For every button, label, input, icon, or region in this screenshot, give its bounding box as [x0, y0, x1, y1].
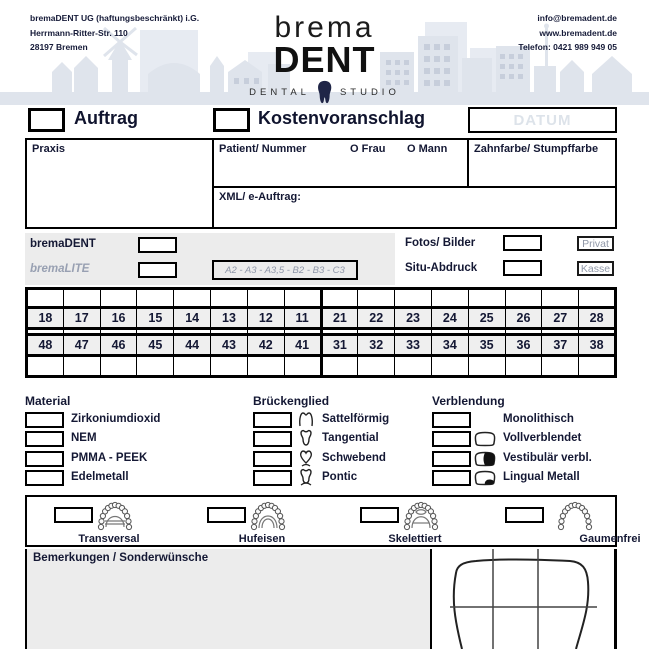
auftrag-label: Auftrag: [74, 108, 138, 128]
heart-tooth-icon: [298, 448, 314, 468]
frau-radio-label[interactable]: O Frau: [350, 143, 386, 155]
crown-outline-icon: [474, 431, 496, 447]
patient-number-field[interactable]: [212, 138, 469, 188]
tooth-entry-cell[interactable]: [431, 289, 468, 308]
transversal-label: Transversal: [78, 533, 140, 545]
tooth-number: 46: [100, 335, 137, 356]
zirkoniumdioxid-label: Zirkoniumdioxid: [71, 413, 161, 425]
pmma-peek-label: PMMA - PEEK: [71, 452, 148, 464]
contact-website: www.bremadent.de: [539, 27, 617, 38]
tooth-entry-cell[interactable]: [137, 289, 174, 308]
saddle-icon: [298, 410, 314, 428]
bremadent-logo: [249, 13, 400, 104]
xml-eauftrag-label: XML/ e-Auftrag:: [219, 191, 301, 203]
tooth-entry-cell[interactable]: [211, 356, 248, 377]
hufeisen-checkbox[interactable]: [207, 507, 246, 523]
nem-label: NEM: [71, 432, 97, 444]
sattelfoermig-checkbox[interactable]: [253, 412, 292, 428]
vestibulaer-checkbox[interactable]: [432, 451, 471, 467]
privat-option[interactable]: Privat: [577, 236, 614, 251]
transversal-checkbox[interactable]: [54, 507, 93, 523]
brueckenglied-title: Brückenglied: [253, 394, 330, 408]
monolithisch-checkbox[interactable]: [432, 412, 471, 428]
tooth-number: 41: [284, 335, 321, 356]
tooth-number: 17: [63, 308, 100, 329]
schwebend-checkbox[interactable]: [253, 451, 292, 467]
tangential-checkbox[interactable]: [253, 431, 292, 447]
tooth-number: 36: [505, 335, 542, 356]
tooth-number: 32: [358, 335, 395, 356]
tooth-entry-cell[interactable]: [247, 356, 284, 377]
zahnfarbe-label: Zahnfarbe/ Stumpffarbe: [474, 143, 599, 155]
tooth-entry-cell[interactable]: [505, 356, 542, 377]
vollverblendet-checkbox[interactable]: [432, 431, 471, 447]
tooth-chart: [25, 287, 617, 378]
vestibulaer-label: Vestibulär verbl.: [503, 452, 592, 464]
tooth-entry-cell[interactable]: [284, 356, 321, 377]
edelmetall-label: Edelmetall: [71, 471, 129, 483]
tooth-entry-cell[interactable]: [321, 356, 358, 377]
arch-palatefree-icon: [557, 501, 593, 531]
tooth-entry-cell[interactable]: [358, 356, 395, 377]
tooth-number: 37: [542, 335, 579, 356]
contact-phone: Telefon: 0421 989 949 05: [518, 42, 617, 52]
tooth-number: 35: [468, 335, 505, 356]
bremadent-label: bremaDENT: [30, 238, 96, 250]
sattelfoermig-label: Sattelförmig: [322, 413, 390, 425]
tooth-number: 44: [174, 335, 211, 356]
tooth-entry-cell[interactable]: [431, 356, 468, 377]
fotos-bilder-label: Fotos/ Bilder: [405, 237, 476, 249]
tooth-entry-cell[interactable]: [27, 289, 64, 308]
tooth-entry-cell[interactable]: [247, 289, 284, 308]
tooth-number: 11: [284, 308, 321, 329]
tooth-entry-cell[interactable]: [100, 289, 137, 308]
company-contact: [518, 11, 617, 55]
gaumenfrei-checkbox[interactable]: [505, 507, 544, 523]
skelettiert-checkbox[interactable]: [360, 507, 399, 523]
zahnfarbe-field[interactable]: [467, 138, 617, 188]
address-line: bremaDENT UG (haftungsbeschränkt) i.G.: [30, 13, 200, 23]
tooth-number: 43: [211, 335, 248, 356]
hufeisen-label: Hufeisen: [238, 533, 286, 545]
bemerkungen-label: Bemerkungen / Sonderwünsche: [33, 552, 209, 564]
nem-checkbox[interactable]: [25, 431, 64, 447]
tooth-number: 42: [247, 335, 284, 356]
tooth-entry-cell[interactable]: [100, 356, 137, 377]
tooth-entry-cell[interactable]: [174, 356, 211, 377]
tooth-entry-cell[interactable]: [211, 289, 248, 308]
skelettiert-label: Skelettiert: [388, 533, 442, 545]
tooth-entry-cell[interactable]: [321, 289, 358, 308]
shade-guide-field[interactable]: A2 - A3 - A3,5 - B2 - B3 - C3: [212, 260, 358, 280]
xml-eauftrag-field[interactable]: [212, 186, 617, 229]
tooth-entry-cell[interactable]: [137, 356, 174, 377]
tooth-number: 38: [579, 335, 616, 356]
tooth-number: 12: [247, 308, 284, 329]
tooth-sketch-canvas[interactable]: [430, 549, 617, 649]
contact-email: info@bremadent.de: [537, 13, 617, 23]
tooth-number: 25: [468, 308, 505, 329]
lower-teeth-numbers: [27, 335, 616, 356]
tangential-label: Tangential: [322, 432, 379, 444]
tooth-number: 24: [431, 308, 468, 329]
situ-abdruck-checkbox[interactable]: [503, 260, 542, 276]
tooth-entry-cell[interactable]: [174, 289, 211, 308]
bremalite-checkbox[interactable]: [138, 262, 177, 278]
tooth-outline-icon: [298, 429, 314, 447]
tooth-number: 48: [27, 335, 64, 356]
tooth-entry-cell[interactable]: [468, 356, 505, 377]
logo-sub-studio: STUDIO: [339, 86, 400, 98]
praxis-field[interactable]: [25, 138, 214, 229]
tooth-entry-cell[interactable]: [395, 356, 432, 377]
arch-transversal-icon: [97, 501, 133, 531]
address-line: Herrmann-Ritter-Str. 110: [30, 27, 128, 38]
crown-lingual-filled-icon: [474, 470, 496, 486]
gaumenfrei-label: Gaumenfrei: [579, 533, 641, 545]
tooth-entry-cell[interactable]: [579, 356, 616, 377]
vollverblendet-label: Vollverblendet: [503, 432, 582, 444]
upper-entry-row: [27, 289, 616, 308]
tooth-entry-cell[interactable]: [27, 356, 64, 377]
tooth-number: 31: [321, 335, 358, 356]
logo-text-brema: brema: [274, 11, 375, 44]
kasse-option[interactable]: Kasse: [577, 261, 614, 276]
pontic-label: Pontic: [322, 471, 358, 483]
patient-number-label: Patient/ Nummer: [219, 143, 307, 155]
monolithisch-label: Monolithisch: [503, 413, 574, 425]
zirkoniumdioxid-checkbox[interactable]: [25, 412, 64, 428]
tooth-number: 45: [137, 335, 174, 356]
tooth-sketch-drawing: [432, 549, 614, 649]
kostenvoranschlag-label: Kostenvoranschlag: [258, 108, 426, 128]
datum-field[interactable]: DATUM: [468, 107, 617, 133]
fotos-bilder-checkbox[interactable]: [503, 235, 542, 251]
tooth-number: 14: [174, 308, 211, 329]
verblendung-title: Verblendung: [432, 394, 505, 408]
bremadent-checkbox[interactable]: [138, 237, 177, 253]
upper-teeth-numbers: [27, 308, 616, 329]
tooth-number: 13: [211, 308, 248, 329]
arch-horseshoe-icon: [250, 501, 286, 531]
bemerkungen-field[interactable]: [25, 549, 430, 649]
lingual-metall-label: Lingual Metall: [503, 471, 580, 483]
address-line: 28197 Bremen: [30, 42, 88, 52]
prothese-box: [25, 495, 641, 547]
schwebend-label: Schwebend: [322, 452, 386, 464]
tooth-entry-cell[interactable]: [63, 289, 100, 308]
lingual-metall-checkbox[interactable]: [432, 470, 471, 486]
tooth-number: 15: [137, 308, 174, 329]
tooth-icon: [317, 80, 333, 104]
lower-entry-row: [27, 356, 616, 377]
pontic-tooth-icon: [298, 467, 314, 487]
arch-skeleton-icon: [403, 501, 439, 531]
tooth-number: 28: [579, 308, 616, 329]
tooth-entry-cell[interactable]: [542, 289, 579, 308]
tooth-number: 21: [321, 308, 358, 329]
praxis-label: Praxis: [32, 143, 66, 155]
logo-sub-dental: DENTAL: [249, 86, 310, 98]
tooth-entry-cell[interactable]: [505, 289, 542, 308]
tooth-number: 18: [27, 308, 64, 329]
auftrag-checkbox[interactable]: [28, 108, 65, 132]
situ-abdruck-label: Situ-Abdruck: [405, 262, 478, 274]
tooth-number: 26: [505, 308, 542, 329]
bremalite-label: bremaLITE: [30, 263, 90, 275]
company-address: [30, 11, 199, 55]
tooth-number: 34: [431, 335, 468, 356]
kostenvoranschlag-checkbox[interactable]: [213, 108, 250, 132]
tooth-entry-cell[interactable]: [358, 289, 395, 308]
tooth-entry-cell[interactable]: [284, 289, 321, 308]
mann-radio-label[interactable]: O Mann: [407, 143, 448, 155]
material-title: Material: [25, 394, 71, 408]
tooth-entry-cell[interactable]: [542, 356, 579, 377]
pontic-checkbox[interactable]: [253, 470, 292, 486]
tooth-number: 33: [395, 335, 432, 356]
edelmetall-checkbox[interactable]: [25, 470, 64, 486]
tooth-number: 22: [358, 308, 395, 329]
tooth-entry-cell[interactable]: [579, 289, 616, 308]
logo-text-dent: DENT: [273, 39, 376, 80]
tooth-number: 16: [100, 308, 137, 329]
tooth-number: 23: [395, 308, 432, 329]
tooth-number: 47: [63, 335, 100, 356]
tooth-number: 27: [542, 308, 579, 329]
pmma-peek-checkbox[interactable]: [25, 451, 64, 467]
crown-half-filled-icon: [474, 451, 496, 467]
tooth-entry-cell[interactable]: [395, 289, 432, 308]
tooth-entry-cell[interactable]: [468, 289, 505, 308]
tooth-entry-cell[interactable]: [63, 356, 100, 377]
